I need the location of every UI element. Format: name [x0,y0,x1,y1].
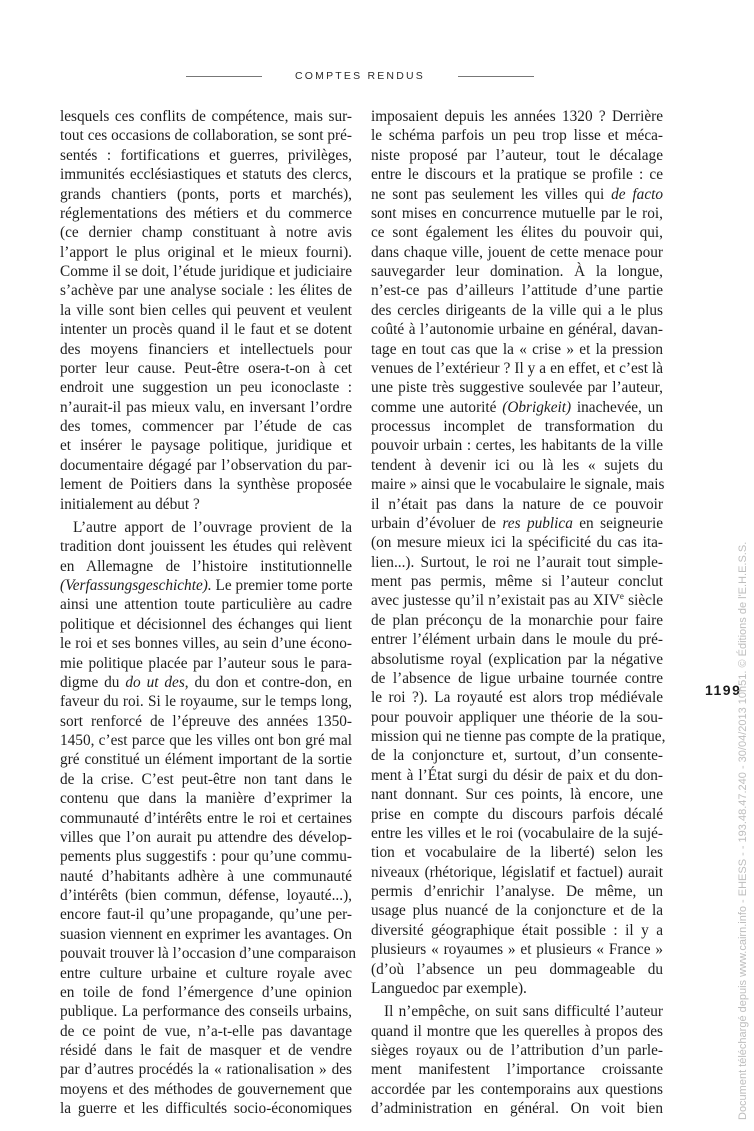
section-title: COMPTES RENDUS [295,70,425,82]
text-line [60,576,352,595]
text-line [371,1080,663,1099]
text-line [371,611,663,630]
text-line [371,146,663,165]
text-line [60,126,352,145]
italic-text: res publica [502,514,573,532]
text-line [371,107,663,126]
italic-text: (Verfassungsgeschichte). [60,577,212,594]
line-text: ce sont également les élites du pouvoir qui, [371,224,663,242]
line-text: niste proposé par l’auteur, tout le décalage [371,146,663,164]
line-text: (d’où l’absence un peu dommageable du [371,960,663,978]
running-header [0,69,754,83]
line-text: niveaux (rhétorique, législatif et factuel) aurait [371,863,663,881]
text-line [371,475,663,494]
line-text: une piste très suggestive soulevée par l’auteur, [371,379,663,397]
text-line [371,746,663,765]
line-text: plusieurs « royaumes » et plusieurs « France » [371,941,663,959]
text-line [60,654,352,673]
line-text: tout ces occasions de collaboration, se sont pré- [60,127,352,145]
italic-text: de facto [611,185,664,203]
right-text-column [371,107,666,1119]
text-line [60,557,352,576]
line-text: des cercles dirigeants de la ville qui a le plus [371,301,663,319]
text-line [371,630,663,649]
line-text: faveur du roi. Si le royaume, sur le temps long, [60,693,352,711]
line-text: gré constitué un élément important de la sortie [60,751,352,769]
line-text: le roi et ses bonnes villes, au sein d’une écono- [60,635,352,653]
line-text: résidé dans le fait de masquer et de vendre [60,1042,352,1059]
text-line [60,378,352,397]
line-text: par d’autres procédés la « rationalisation » des [60,1061,352,1079]
line-text: lement de Poitiers dans la synthèse proposée [60,476,352,494]
line-text: communauté d’intérêts entre le roi et certaines [60,809,352,827]
text-line [371,185,663,204]
line-text: porter leur cause. Peut-être osera-t-on à cet [60,359,352,377]
line-text: coûté à l’autonomie urbaine en général, davan- [371,321,663,339]
text-line [371,708,663,727]
text-line [371,572,663,591]
line-text: sort renforcé de l’épreuve des années 1350- [60,712,352,730]
line-text: entre les villes et le roi (vocabulaire de la sujé- [371,824,663,842]
line-text: grands chantiers (ponts, ports et marchés), [60,185,352,203]
line-text: Le premier tome porte [211,577,353,594]
line-text: politique et décisionnel des échanges qui lient [60,615,352,633]
text-line [371,1060,663,1079]
text-line [371,320,663,339]
text-line [60,262,352,281]
text-line [371,281,663,300]
line-text: intenter un procès quand il le faut et se dotent [60,321,352,339]
line-text: lesquels ces conflits de compétence, mais sur- [60,108,352,125]
text-line [60,165,352,184]
line-text: diversité géographique était possible : il y a [371,921,663,939]
line-text: d’intérêts (bien commun, défense, loyauté...), [60,887,352,904]
text-line [60,886,352,905]
header-rule-right [458,76,534,77]
line-text: tradition dont jouissent les études qui relèvent [60,538,352,556]
text-line [371,1022,663,1041]
text-line [371,960,663,979]
line-text: ment à l’État surgi du désir de paix et du don- [371,766,663,784]
line-text: prise en compte du discours parfois décalé [371,805,663,823]
line-text: mission qui ne tienne pas compte de la pratique, [371,728,666,745]
line-text: villes que l’on aurait pu attendre des dévelop- [60,828,352,846]
text-line [371,979,663,998]
text-line [60,770,352,789]
text-line [60,673,352,692]
text-line [371,1041,663,1060]
text-line [60,436,352,455]
line-text: Il n’empêche, on suit sans difficulté l’auteur [384,1003,663,1021]
line-text: urbain d’évoluer de [371,514,503,532]
text-line [60,595,352,614]
text-line [60,185,352,204]
text-line [371,398,663,417]
text-line [60,983,352,1002]
line-text: encore faut-il qu’une propagande, qu’une per- [60,906,352,924]
line-text: ment manifestent l’importance croissante [371,1061,663,1079]
line-text: suasion viennent en exprimer les avantages. On [60,925,352,943]
line-text: ainsi une attention toute particulière au cadre [60,596,352,614]
line-text: entrer l’élément urbain dans le moule du pré- [371,631,663,649]
line-text: avec justesse qu’il n’existait pas au XIV [371,592,620,610]
line-text: absolutisme royal (explication par la négative [371,650,663,668]
text-line [60,204,352,223]
line-text: de la conjoncture et, surtout, d’un consente- [371,747,663,765]
line-text: endroit une suggestion un peu iconoclaste : [60,379,352,397]
text-line [371,378,663,397]
line-text: et insérer le paysage politique, juridique et [60,437,352,455]
text-line [60,1060,352,1079]
line-text: usage plus nuancé de la conjoncture et de la [371,902,663,920]
text-line [60,107,352,126]
line-text: nauté d’habitants adhère à une communauté [60,867,352,885]
text-line [371,1099,663,1118]
line-text: inachevée, un [571,398,663,416]
text-line [371,301,663,320]
text-line [371,727,666,746]
line-text: tendent à devenir ici ou là les « sujets du [371,456,663,474]
text-line [371,165,663,184]
line-text: imposaient depuis les années 1320 ? Derrière [371,108,663,125]
line-text: sont mises en concurrence mutuelle par le roi, [371,204,663,222]
line-text: contenu que dans la manière d’exprimer la [60,790,352,808]
line-text: des moyens financiers et intellectuels pour [60,340,352,358]
text-line [60,615,352,634]
text-line [371,262,663,281]
text-line [371,126,663,145]
text-line [371,921,663,940]
text-line [60,789,352,808]
line-text: (ce dernier champ constituant à notre avis [60,224,352,242]
text-line [371,591,663,610]
line-text: des tomes, commencer par l’étude de cas [60,418,352,435]
line-text: permis d’enrichir l’analyse. De même, un [371,883,663,900]
text-line [60,475,352,494]
text-line [60,223,352,242]
text-line [371,882,663,901]
line-text: sauvegarder leur domination. À la longue, [371,263,663,280]
line-text: Comme il se doit, l’étude juridique et judiciaire [60,263,352,280]
line-text: (on mesure mieux ici la spécificité du cas ita- [371,534,663,552]
text-line [371,436,663,455]
text-line [371,843,663,862]
text-line [60,359,352,378]
line-text: la ville sont bien celles qui peuvent et veulent [60,301,352,319]
text-line [60,518,352,537]
text-line [371,650,663,669]
line-text: 1450, c’est parce que les villes ont bon gré mal [60,732,352,749]
text-line [60,1080,352,1099]
line-text: n’est-ce pas d’ailleurs l’attitude d’une partie [371,282,663,300]
text-line [60,925,352,944]
text-line [371,204,663,223]
text-line [371,417,663,436]
line-text: digme du [60,673,126,691]
line-text: siècle [623,592,663,610]
line-text: documentaire dégagé par l’observation du par- [60,456,352,474]
text-line [60,243,352,262]
line-text: sièges royaux ou de l’attribution d’un parle- [371,1042,663,1059]
text-line [60,692,352,711]
text-line [60,456,352,475]
text-line [371,766,663,785]
text-line [371,359,663,378]
text-line [371,901,663,920]
text-line [371,223,663,242]
text-line [60,281,352,300]
text-line [371,805,663,824]
line-text: venues de l’extérieur ? Il y a en effet, et c’est là [371,359,663,377]
line-text: tage en tout cas que la « crise » et la pression [371,340,663,358]
text-line [60,301,352,320]
text-line [371,940,663,959]
text-line [371,340,663,359]
text-line [60,847,352,866]
line-text: immunités ecclésiastiques et statuts des clercs, [60,166,352,184]
line-text: pouvait trouver là l’occasion d’une comparaison [60,945,357,963]
text-line [60,809,352,828]
line-text: dans chaque ville, jouent de cette menace pour [371,243,663,261]
line-text: d’administration en général. On voit bien [371,1100,663,1118]
text-line [371,553,663,572]
superscript: e [619,591,624,602]
line-text: n’aurait-il pas mieux valu, en inversant l’ordre [60,398,352,416]
text-line [60,867,352,886]
text-line [60,944,357,963]
text-line [60,537,352,556]
text-line [60,340,352,359]
text-line [60,146,352,165]
text-line [60,1002,352,1021]
text-line [60,1041,352,1060]
line-text: ne sont pas seulement les villes qui [371,185,612,203]
text-line [60,712,352,731]
line-text: sentés : fortifications et guerres, privilèges, [60,146,352,164]
text-line [60,495,352,514]
line-text: de l’absence de ligue urbaine tournée contre [371,669,663,687]
line-text: de ce point de vue, n’a-t-elle pas davantage [60,1022,352,1040]
line-text: pour pouvoir appliquer une théorie de la sou- [371,708,663,726]
text-line [371,1002,663,1021]
text-line [60,1022,352,1041]
header-rule-left [186,76,262,77]
page-number: 1199 [705,682,742,698]
line-text: nant donnant. Sur ces points, là encore, une [371,786,663,804]
text-line [371,824,663,843]
text-line [371,495,663,514]
line-text: pements plus suggestifs : pour qu’une commu- [60,848,352,866]
line-text: de plan préconçu de la monarchie pour faire [371,611,663,629]
line-text: publique. La performance des conseils urbains, [60,1003,352,1021]
line-text: ment pas permis, même si l’auteur conclut [371,573,663,590]
line-text: accordée par les contemporains aux questions [371,1080,663,1098]
line-text: la guerre et les difficultés socio-économiques [60,1100,352,1118]
line-text: le roi ?). La royauté est alors trop médiévale [371,689,663,707]
text-line [371,863,663,882]
text-line [60,1099,352,1118]
text-line [60,320,352,339]
italic-text: do ut des [125,673,185,691]
line-text: le schéma parfois un peu trop lisse et méca- [371,127,663,145]
line-text: Languedoc par exemple). [371,979,527,997]
line-text: L’autre apport de l’ouvrage provient de la [73,518,352,536]
text-line [371,669,663,688]
text-line [60,417,352,436]
text-line [371,533,663,552]
text-line [371,243,663,262]
line-text: mie politique placée par l’auteur sous le para- [60,654,352,672]
line-text: il n’était pas dans la nature de ce pouvoir [371,495,663,513]
line-text: initialement au début ? [60,495,200,513]
line-text: réglementations des métiers et du commerce [60,204,352,222]
line-text: processus incomplet de transformation du [371,418,663,435]
text-line [60,964,352,983]
text-line [60,398,352,417]
text-line [60,750,352,769]
line-text: moyens et des méthodes de gouvernement que [60,1080,352,1098]
italic-text: (Obrigkeit) [502,398,572,416]
line-text: lien...). Surtout, le roi ne l’aurait tout simple- [371,553,663,571]
line-text: comme une autorité [371,398,503,416]
text-line [371,785,663,804]
line-text: en seigneurie [572,514,663,532]
left-text-column [60,107,357,1119]
text-line [60,634,352,653]
line-text: en Allemagne de l’histoire institutionnelle [60,557,352,575]
line-text: en toile de fond l’émergence d’une opinion [60,983,352,1001]
text-line [60,828,352,847]
line-text: l’apport le plus original et le mieux fourni). [60,243,352,261]
line-text: pouvoir urbain : certes, les habitants de la ville [371,437,663,455]
line-text: s’achève par une analyse sociale : les élites de [60,282,352,300]
text-line [371,514,663,533]
text-line [60,731,352,750]
text-line [371,456,663,475]
line-text: quand il montre que les querelles à propos des [371,1022,663,1040]
line-text: tion et vocabulaire de la liberté) selon les [371,844,663,862]
text-line [371,688,663,707]
line-text: entre culture urbaine et culture royale avec [60,964,352,982]
download-watermark: Document téléchargé depuis www.cairn.info - EHESS - - 193.48.47.240 - 30/04/2013 10h51. © Éditions de l'E.H.E.S.S. [737,541,749,1120]
text-line [60,905,352,924]
line-text: , du don et contre-don, en [184,673,352,691]
line-text: entre le discours et la pratique se profile : ce [371,166,663,184]
line-text: de la crise. C’est peut-être non tant dans le [60,770,352,788]
line-text: maire » ainsi que le vocabulaire le signale, mais [371,476,665,494]
